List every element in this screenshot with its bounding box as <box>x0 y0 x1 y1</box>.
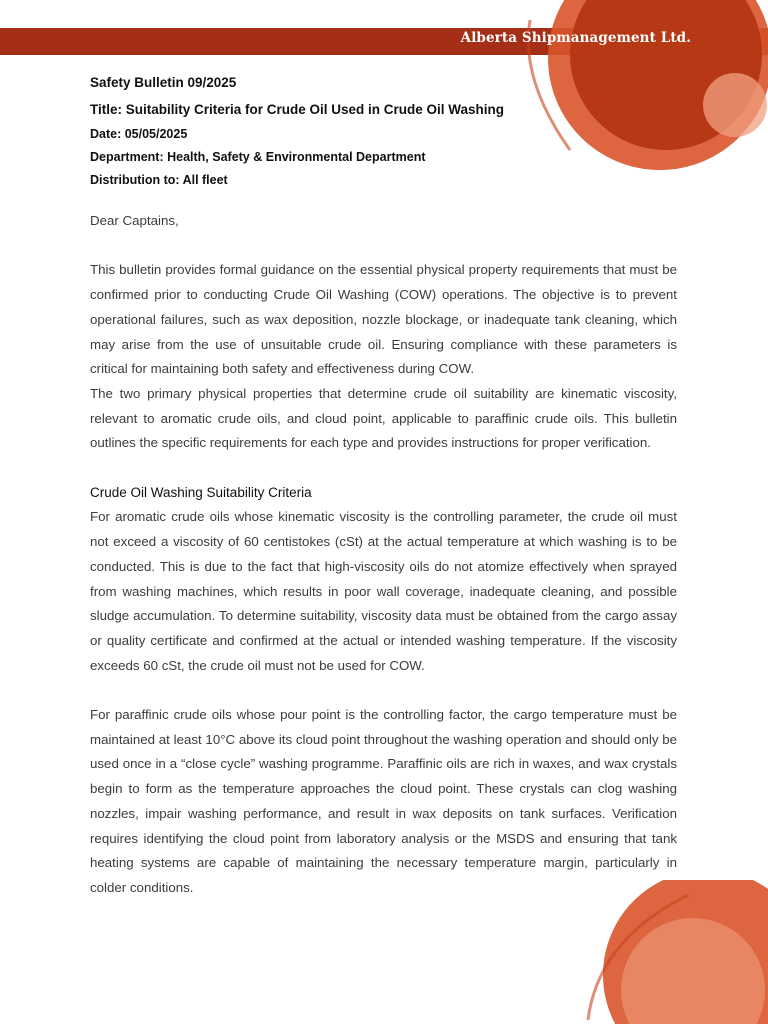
bulletin-number: Safety Bulletin 09/2025 <box>90 75 237 90</box>
decorative-circle-bottom <box>578 880 768 1024</box>
intro-paragraph-2: The two primary physical properties that determine crude oil suitability are kinematic viscosity, relevant to aromatic crude oils, and cloud point, applicable to paraffinic crude oils. This bulletin outlines the specific requirements for each type and provides instructions for proper verification. <box>90 385 677 451</box>
intro-paragraph-1: This bulletin provides formal guidance on the essential physical property requirements that must be confirmed prior to conducting Crude Oil Washing (COW) operations. The objective is to prevent operational failures, such as wax deposition, nozzle blockage, or inadequate tank cleaning, which may arise from the use of unsuitable crude oil. Ensuring compliance with these parameters is critical for maintaining both safety and effectiveness during COW. <box>90 262 677 377</box>
bulletin-title: Title: Suitability Criteria for Crude Oil Used in Crude Oil Washing <box>90 102 505 117</box>
bulletin-header <box>90 69 504 192</box>
aromatic-paragraph: For aromatic crude oils whose kinematic viscosity is the controlling parameter, the crude oil must not exceed a viscosity of 60 centistokes (cSt) at the actual temperature at which washing is to be conducted. This is due to the fact that high-viscosity oils do not atomize effectively when sprayed from washing machines, which results in poor wall coverage, inadequate cleaning, and possible sludge accumulation. To determine suitability, viscosity data must be obtained from the cargo assay or quality certificate and confirmed at the actual or intended washing temperature. If the viscosity exceeds 60 cSt, the crude oil must not be used for COW. <box>90 509 677 673</box>
bulletin-body <box>90 209 677 901</box>
greeting: Dear Captains, <box>90 213 179 228</box>
bulletin-date: Date: 05/05/2025 <box>90 127 188 141</box>
paraffinic-paragraph: For paraffinic crude oils whose pour point is the controlling factor, the cargo temperature must be maintained at least 10°C above its cloud point throughout the washing operation and should only be used once in a “close cycle” washing programme. Paraffinic oils are rich in waxes, and wax crystals begin to form as the temperature approaches the cloud point. These crystals can clog washing nozzles, impair washing performance, and result in wax deposits on tank surfaces. Verification requires identifying the cloud point from laboratory analysis or the MSDS and ensuring that tank heating systems are capable of maintaining the necessary temperature margin, particularly in colder conditions. <box>90 707 677 895</box>
section-heading: Crude Oil Washing Suitability Criteria <box>90 484 312 500</box>
company-name: Alberta Shipmanagement Ltd. <box>460 30 691 46</box>
bulletin-distribution: Distribution to: All fleet <box>90 173 228 187</box>
decorative-circle-top <box>510 0 768 180</box>
bulletin-department: Department: Health, Safety & Environmental Department <box>90 150 426 164</box>
